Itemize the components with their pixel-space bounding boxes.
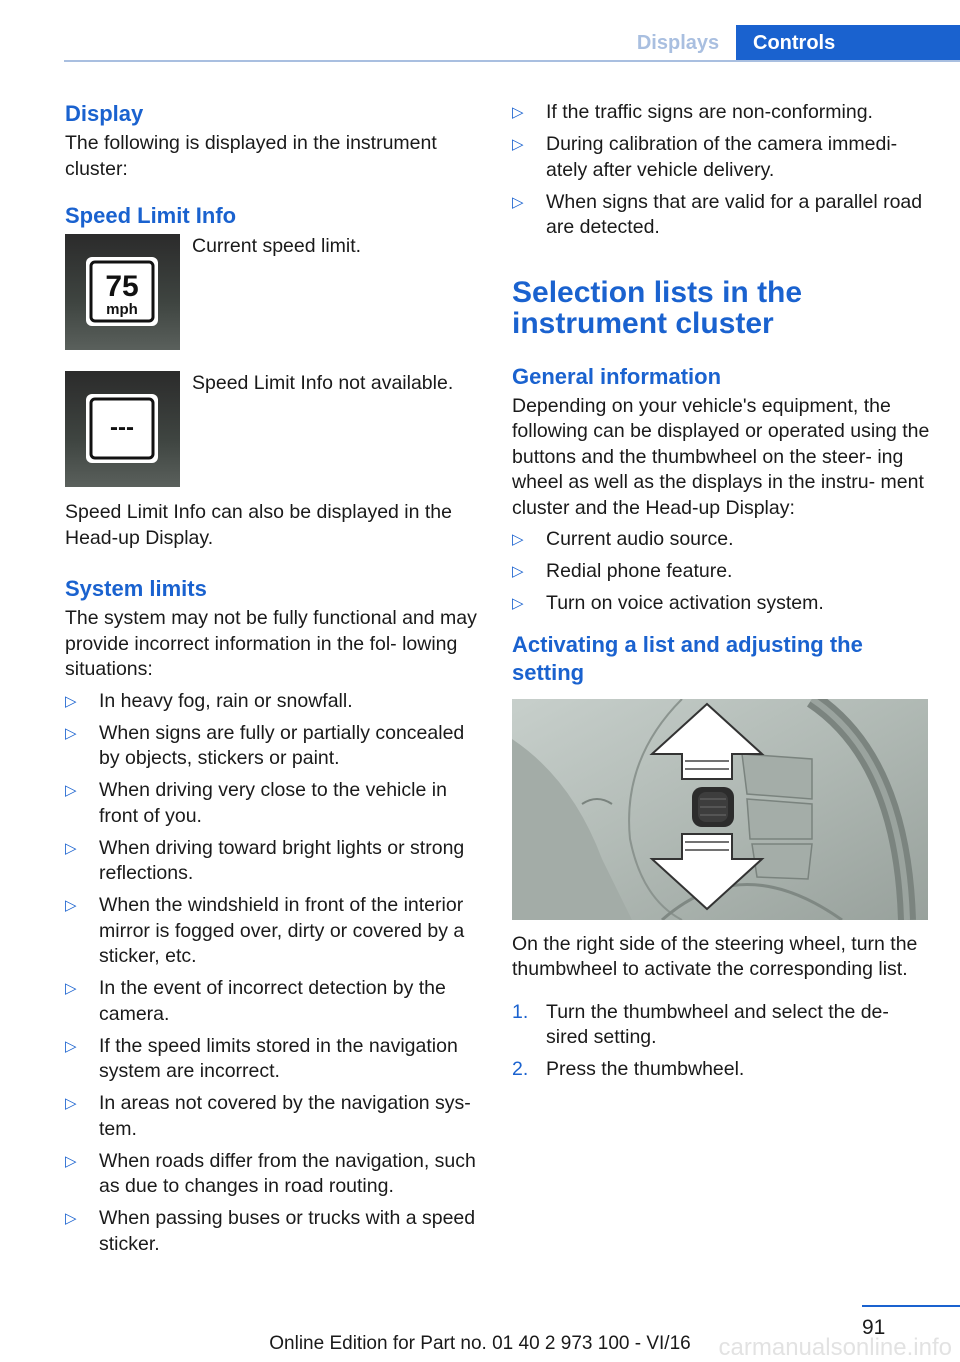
limits-list-item-text: When roads differ from the navigation, such as due to changes in road routing. (99, 1149, 476, 1197)
general-information-heading: General information (512, 363, 722, 389)
limits-list-item (65, 721, 477, 772)
limits-list-item-text: When passing buses or trucks with a speed sticker. (99, 1207, 476, 1255)
limits-list-item-text: In areas not covered by the navigation sys‐ tem. (99, 1092, 471, 1140)
right-column (512, 100, 930, 1089)
bullet-icon: ▷ (65, 692, 77, 710)
bullet-icon: ▷ (65, 1095, 77, 1112)
limits-list-item-text: When driving toward bright lights or strong reflections. (99, 836, 465, 884)
bullet-icon: ▷ (512, 595, 524, 612)
step-number: 2. (512, 1058, 529, 1080)
sign-unavailable (65, 371, 477, 487)
left-column (65, 100, 477, 1264)
selection-lists-heading: Selection lists in the instrument cluster (512, 275, 803, 340)
edition-line: Online Edition for Part no. 01 40 2 973 100 - VI/16 (269, 1333, 691, 1354)
limits-list-item-text: When signs that are valid for a parallel road are detected. (546, 190, 923, 238)
bullet-icon: ▷ (65, 980, 77, 997)
limits-list-item (65, 778, 477, 829)
tab-controls[interactable]: Controls (736, 25, 960, 61)
limits-list-item (512, 100, 930, 126)
limits-list-item (65, 1206, 477, 1257)
watermark: carmanualsonline.info (718, 1334, 952, 1361)
bullet-icon: ▷ (512, 104, 524, 121)
limits-list-item-text: When the windshield in front of the interior mirror is fogged over, dirty or covered by a sticker, etc. (99, 894, 465, 967)
limits-list-item-text: If the traffic signs are non-conforming. (546, 101, 873, 123)
sign-number: 75 (105, 270, 139, 303)
sign-unit: mph (106, 301, 138, 318)
limits-list-item (65, 1034, 477, 1085)
system-limits-list (65, 689, 477, 1258)
activating-list-heading: Activating a list and adjusting the setting (512, 631, 863, 685)
speed-limit-info-heading: Speed Limit Info (65, 203, 237, 228)
limits-list-item-text: During calibration of the camera immedi‐ ately after vehicle delivery. (546, 133, 898, 181)
step-item (512, 1000, 930, 1051)
system-limits-text: The system may not be fully functional and may provide incorrect information in the fol‐ lowing situations: (65, 607, 477, 680)
steering-wheel-thumbwheel-image (512, 699, 928, 920)
header-rule (64, 60, 960, 62)
limits-list-item (65, 836, 477, 887)
bullet-icon: ▷ (65, 724, 77, 742)
sign-current-limit (65, 234, 477, 350)
bullet-icon: ▷ (65, 1210, 77, 1227)
general-list-item-text: Redial phone feature. (546, 560, 733, 582)
limits-list-item (65, 1091, 477, 1142)
limits-list-item-text: In the event of incorrect detection by the camera. (99, 977, 446, 1025)
steps-list (512, 1000, 930, 1083)
bullet-icon: ▷ (512, 136, 524, 153)
display-text: The following is displayed in the instrument cluster: (65, 132, 437, 180)
limits-list-item-text: When signs are fully or partially concealed by objects, stickers or paint. (99, 721, 465, 769)
limits-list-item-text: If the speed limits stored in the navigation system are incorrect. (99, 1034, 458, 1082)
system-limits-heading: System limits (65, 576, 207, 601)
sign-unavailable-caption: Speed Limit Info not available. (192, 372, 454, 394)
hud-text: Speed Limit Info can also be displayed in the Head-up Display. (65, 501, 453, 549)
step-text: Press the thumbwheel. (546, 1058, 745, 1080)
general-information-list (512, 527, 930, 617)
bullet-icon: ▷ (512, 531, 524, 548)
bullet-icon: ▷ (65, 1152, 77, 1170)
page-number: 91 (862, 1316, 886, 1339)
general-list-item-text: Turn on voice activation system. (546, 592, 824, 614)
limits-list-item-text: When driving very close to the vehicle in front of you. (99, 779, 447, 827)
limits-list-item (65, 1149, 477, 1200)
footer-rule (862, 1305, 960, 1307)
limits-list-item (65, 976, 477, 1027)
step-item (512, 1057, 930, 1083)
limits-list-item (65, 893, 477, 970)
limits-list-item (512, 190, 930, 241)
limits-list-item (512, 132, 930, 183)
bullet-icon: ▷ (65, 897, 77, 914)
display-heading: Display (65, 101, 144, 126)
step-number: 1. (512, 1000, 529, 1023)
general-list-item (512, 591, 930, 617)
bullet-icon: ▷ (65, 782, 77, 799)
sign-current-caption: Current speed limit. (192, 235, 362, 257)
general-list-item (512, 527, 930, 553)
tab-displays[interactable]: Displays (636, 32, 720, 54)
step-text: Turn the thumbwheel and select the de‐ sired setting. (546, 1000, 889, 1048)
bullet-icon: ▷ (65, 839, 77, 857)
speed-limit-unavailable-icon (65, 371, 180, 487)
wheel-caption: On the right side of the steering wheel, turn the thumbwheel to activate the corresponding list. (512, 932, 918, 980)
general-information-text: Depending on your vehicle's equipment, the following can be displayed or operated using the buttons and the thumbwheel on the steer‐ ing wheel as well as the displays in the instru‐ ment cluster and the Head-up Display: (512, 394, 930, 519)
general-list-item-text: Current audio source. (546, 528, 734, 550)
speed-limit-sign-icon (65, 234, 180, 350)
system-limits-list-continued (512, 100, 930, 241)
limits-list-item (65, 689, 477, 715)
limits-list-item-text: In heavy fog, rain or snowfall. (99, 689, 353, 712)
bullet-icon: ▷ (512, 563, 524, 580)
general-list-item (512, 559, 930, 585)
bullet-icon: ▷ (512, 193, 524, 211)
sign-dashes: --- (110, 414, 134, 441)
bullet-icon: ▷ (65, 1037, 77, 1055)
